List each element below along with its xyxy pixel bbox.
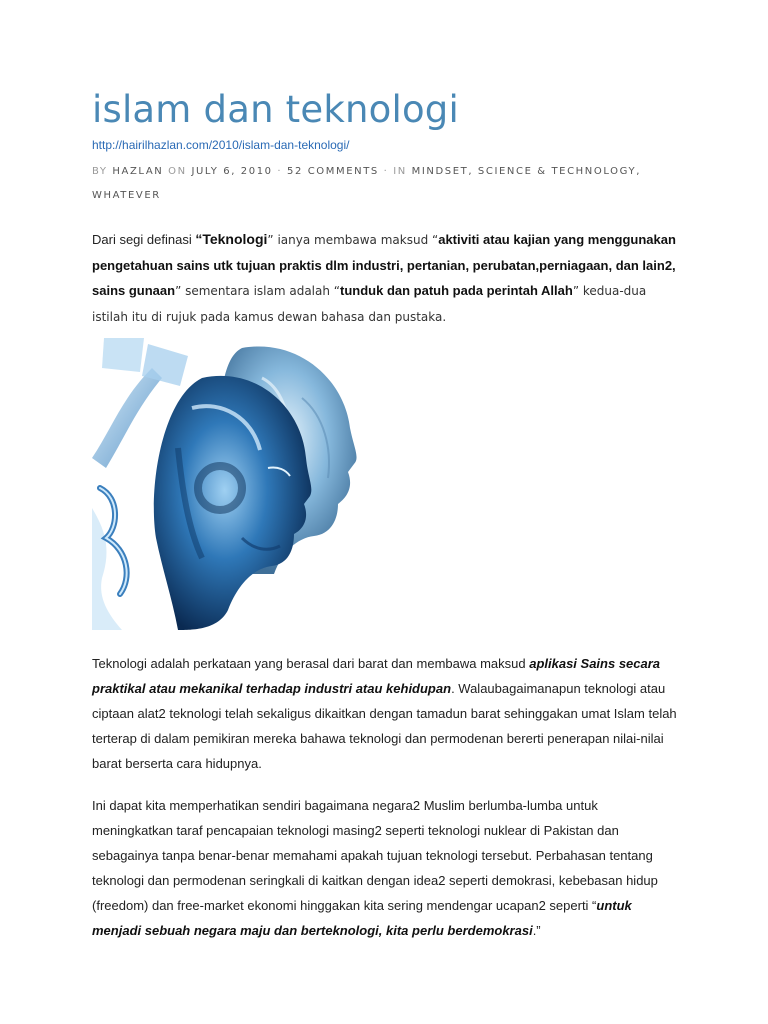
category-link-science-technology[interactable]: SCIENCE & TECHNOLOGY bbox=[477, 166, 637, 177]
meta-separator: · bbox=[383, 166, 389, 177]
by-label: BY bbox=[92, 166, 108, 177]
category-link-mindset[interactable]: MINDSET bbox=[411, 166, 469, 177]
paragraph-teknologi: Teknologi adalah perkataan yang berasal dari barat dan membawa maksud aplikasi Sains secara praktikal atau mekanikal terhadap industri atau kehidupan. Walaubagaimanapun teknologi atau ciptaan alat2 teknologi telah sekaligus dikaitkan dengan tamadun barat sehinggakan umat Islam telah terterap di dalam pemikiran mereka bahawa teknologi dan permodenan bererti penerapan nilai-nilai barat berserta cara hidupnya. bbox=[92, 656, 677, 771]
source-link[interactable]: http://hairilhazlan.com/2010/islam-dan-teknologi/ bbox=[92, 138, 350, 152]
paragraph-definition: Dari segi definasi “Teknologi” ianya membawa maksud “aktiviti atau kajian yang menggunakan pengetahuan sains utk tujuan praktis dlm industri, pertanian, perubatan,perniagaan, dan lain2, sains gunaan” sementara islam adalah “tunduk dan patuh pada perintah Allah” kedua-dua istilah itu di rujuk pada kamus dewan bahasa dan pustaka. bbox=[92, 231, 676, 324]
hero-image bbox=[92, 338, 360, 630]
date-link[interactable]: JULY 6, 2010 bbox=[191, 166, 273, 177]
crystal-heads-illustration bbox=[92, 338, 360, 630]
in-label: IN bbox=[393, 166, 407, 177]
page-title: islam dan teknologi bbox=[92, 88, 459, 131]
on-label: ON bbox=[168, 166, 187, 177]
post-meta: BY HAZLAN ON JULY 6, 2010 · 52 COMMENTS · IN MINDSET, SCIENCE & TECHNOLOGY, WHATEVER bbox=[92, 166, 641, 201]
meta-separator: · bbox=[277, 166, 283, 177]
category-link-whatever[interactable]: WHATEVER bbox=[92, 190, 161, 201]
paragraph-negara-muslim: Ini dapat kita memperhatikan sendiri bagaimana negara2 Muslim berlumba-lumba untuk meningkatkan taraf pencapaian teknologi masing2 seperti teknologi nuklear di Pakistan dan sebagainya tanpa benar-benar memahami apakah tujuan teknologi tersebut. Perbahasan tentang teknologi dan permodenan seringkali di kaitkan dengan idea2 seperti demokrasi, kebebasan hidup (freedom) dan free-market ekonomi hinggakan kita sering mendengar ucapan2 seperti “untuk menjadi sebuah negara maju dan berteknologi, kita perlu berdemokrasi.” bbox=[92, 798, 658, 938]
author-link[interactable]: HAZLAN bbox=[112, 166, 164, 177]
comments-link[interactable]: 52 COMMENTS bbox=[286, 166, 379, 177]
